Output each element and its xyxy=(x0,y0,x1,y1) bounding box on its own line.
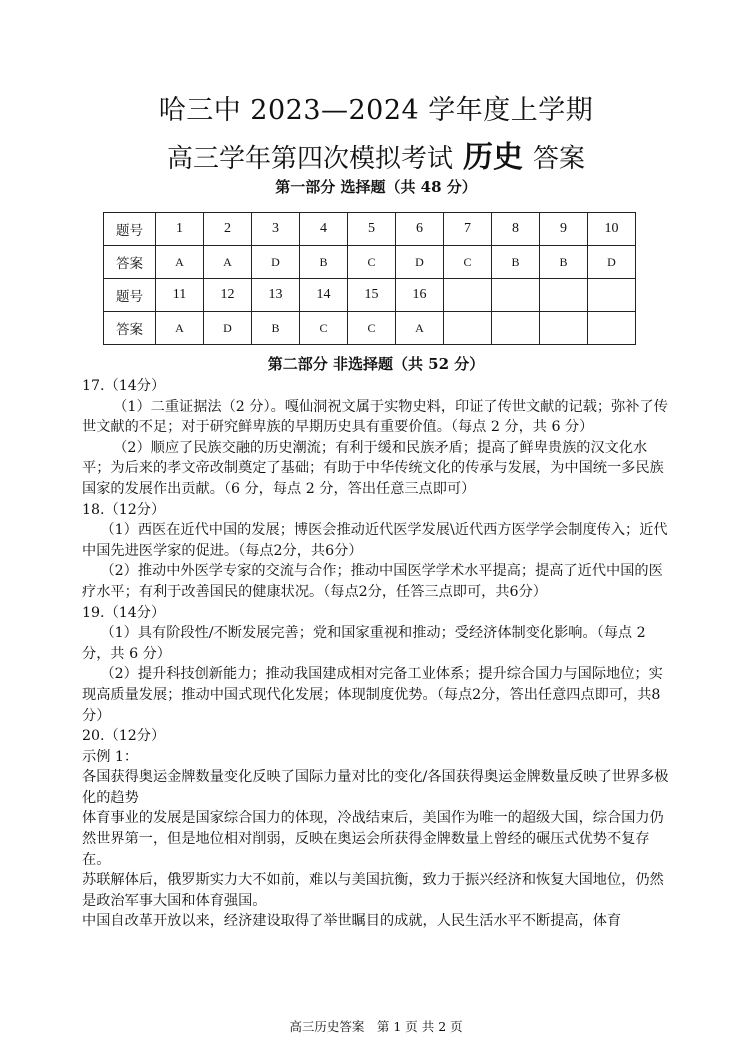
question-number: 5 xyxy=(348,213,396,246)
paragraph: 各国获得奥运金牌数量变化反映了国际力量对比的变化/各国获得奥运金牌数量反映了世界多极化的趋势 xyxy=(82,769,669,806)
question-number: 3 xyxy=(252,213,300,246)
paragraph: 18.（12分） xyxy=(82,501,166,518)
answer-letter: C xyxy=(348,312,396,345)
paragraph: 中国自改革开放以来，经济建设取得了举世瞩目的成就，人民生活水平不断提高，体育 xyxy=(82,913,622,930)
empty-cell xyxy=(588,279,636,312)
empty-cell xyxy=(444,279,492,312)
paragraph: （2）顺应了民族交融的历史潮流；有利于缓和民族矛盾；提高了鲜卑贵族的汉文化水平；为后来的孝文帝改制奠定了基础；有助于中华传统文化的传承与发展，为中国统一多民族国家的发展作出贡献。（6 分，每点 2 分，答出任意三点即可） xyxy=(82,439,664,497)
question-number: 15 xyxy=(348,279,396,312)
paragraph: 20.（12分） xyxy=(82,728,166,745)
paragraph: 苏联解体后，俄罗斯实力大不如前，难以与美国抗衡，致力于振兴经济和恢复大国地位，仍然是政治军事大国和体育强国。 xyxy=(82,872,664,909)
answer-table xyxy=(103,212,636,345)
answer-letter: B xyxy=(540,246,588,279)
answer-letter: C xyxy=(300,312,348,345)
subject-name: 历史 xyxy=(463,140,523,175)
question-number: 11 xyxy=(156,279,204,312)
paragraph: （1）具有阶段性/不断发展完善；党和国家重视和推动；受经济体制变化影响。（每点 2 分，共 6 分） xyxy=(82,625,646,662)
question-number: 6 xyxy=(396,213,444,246)
answer-letter: A xyxy=(156,246,204,279)
question-number: 4 xyxy=(300,213,348,246)
paragraph: 17.（14分） xyxy=(82,378,166,394)
table-row xyxy=(104,312,636,345)
answer-letter: B xyxy=(252,312,300,345)
table-row xyxy=(104,213,636,246)
empty-cell xyxy=(492,312,540,345)
row-label: 答案 xyxy=(104,312,156,345)
answer-letter: B xyxy=(300,246,348,279)
section1-title: 第一部分 选择题（共 48 分） xyxy=(275,178,477,196)
table-row xyxy=(104,246,636,279)
page-footer: 高三历史答案 第 1 页 共 2 页 xyxy=(289,1019,463,1034)
row-label: 答案 xyxy=(104,246,156,279)
answer-letter: B xyxy=(492,246,540,279)
empty-cell xyxy=(444,312,492,345)
answer-letter: D xyxy=(588,246,636,279)
empty-cell xyxy=(540,279,588,312)
question-number: 2 xyxy=(204,213,252,246)
question-number: 12 xyxy=(204,279,252,312)
row-label: 题号 xyxy=(104,279,156,312)
question-number: 9 xyxy=(540,213,588,246)
paragraph: （1）西医在近代中国的发展；博医会推动近代医学发展\近代西方医学学会制度传入；近代中国先进医学家的促进。（每点2分，共6分） xyxy=(82,522,668,559)
answer-body xyxy=(82,376,672,932)
exam-title-line2 xyxy=(0,132,752,176)
answer-letter: A xyxy=(156,312,204,345)
exam-title-line1: 哈三中 2023—2024 学年度上学期 xyxy=(158,95,594,126)
question-number: 1 xyxy=(156,213,204,246)
answer-letter: D xyxy=(396,246,444,279)
table-row xyxy=(104,279,636,312)
question-number: 16 xyxy=(396,279,444,312)
paragraph: （2）提升科技创新能力；推动我国建成相对完备工业体系；提升综合国力与国际地位；实现高质量发展；推动中国式现代化发展；体现制度优势。（每点2分，答出任意四点即可，共8分） xyxy=(82,666,663,724)
empty-cell xyxy=(540,312,588,345)
question-number: 8 xyxy=(492,213,540,246)
paragraph: （2）推动中外医学专家的交流与合作；推动中国医学学术水平提高；提高了近代中国的医疗水平；有利于改善国民的健康状况。（每点2分，任答三点即可，共6分） xyxy=(82,563,663,600)
answer-letter: A xyxy=(204,246,252,279)
answer-letter: C xyxy=(444,246,492,279)
paragraph: 示例 1： xyxy=(82,748,139,765)
empty-cell xyxy=(588,312,636,345)
question-number: 13 xyxy=(252,279,300,312)
question-number: 14 xyxy=(300,279,348,312)
answer-letter: A xyxy=(396,312,444,345)
exam-title-prefix: 高三学年第四次模拟考试 xyxy=(166,144,453,174)
question-number: 7 xyxy=(444,213,492,246)
paragraph: （1）二重证据法（2 分）。嘎仙洞祝文属于实物史料，印证了传世文献的记载；弥补了传世文献的不足；对于研究鲜卑族的早期历史具有重要价值。（每点 2 分，共 6 分） xyxy=(82,398,668,436)
paragraph: 19.（14分） xyxy=(82,604,166,621)
section2-title: 第二部分 非选择题（共 52 分） xyxy=(267,355,485,373)
question-number: 10 xyxy=(588,213,636,246)
answer-letter: D xyxy=(204,312,252,345)
answer-letter: D xyxy=(252,246,300,279)
paragraph: 体育事业的发展是国家综合国力的体现，冷战结束后，美国作为唯一的超级大国，综合国力仍然世界第一，但是地位相对削弱，反映在奥运会所获得金牌数量上曾经的碾压式优势不复存在。 xyxy=(82,810,664,868)
empty-cell xyxy=(492,279,540,312)
answer-letter: C xyxy=(348,246,396,279)
exam-title-suffix: 答案 xyxy=(533,144,586,174)
row-label: 题号 xyxy=(104,213,156,246)
